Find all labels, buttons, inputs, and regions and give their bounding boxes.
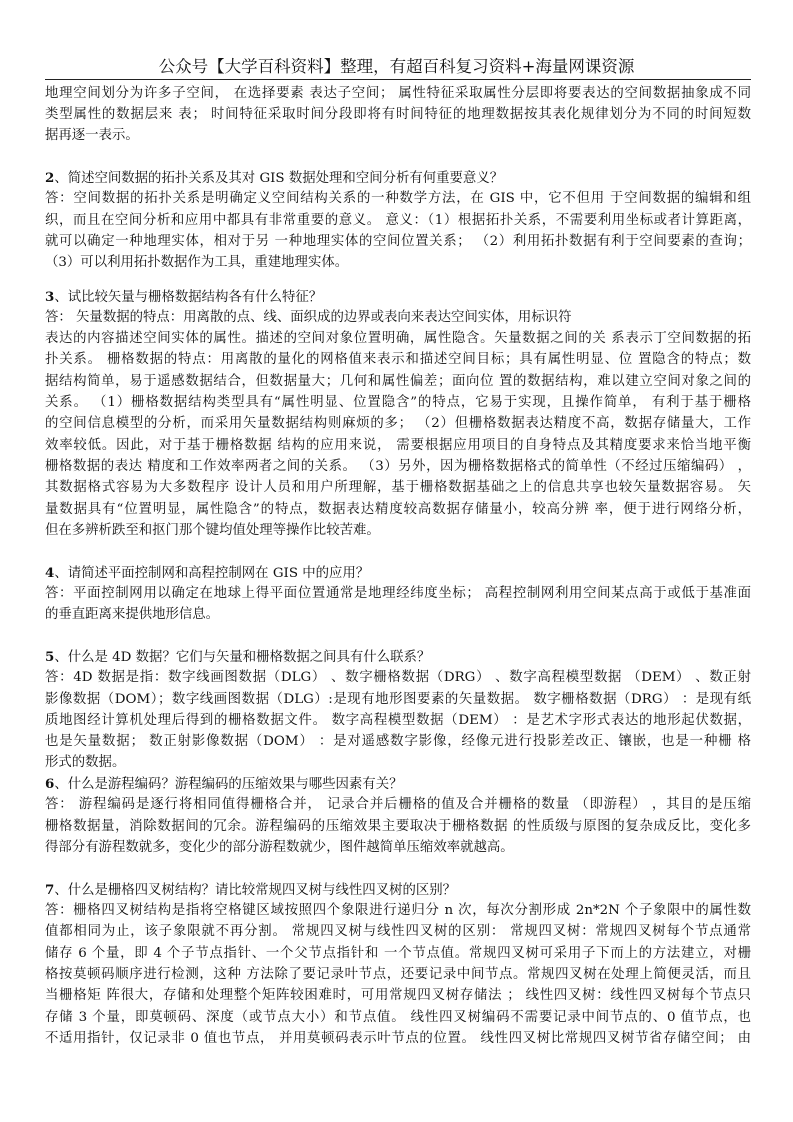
answer-line: 影像数据（DOM）；数字线画图数据（DLG）:是现有地形图要素的矢量数据。 数字栅格数据（DRG） ：是现有纸 [45,692,751,707]
question-title [45,880,751,900]
answer-line: 答：平面控制网用以确定在地球上得平面位置通常是地理经纬度坐标； 高程控制网利用空间某点高于或低于基准面 [45,586,751,601]
question-number: 3 [45,289,55,305]
answer-line: 存储 3 个量，即莫顿码、深度（或节点大小）和节点值。 线性四叉树编码不需要记录中间节点的、0 值节点，也 [45,1010,751,1025]
answer-line: 就可以确定一种地理实体，相对于另 一种地理实体的空间位置关系； （2）利用拓扑数据有利于空间要素的查询； [45,234,751,249]
answer-line: 的垂直距离来提供地形信息。 [45,607,220,622]
answer-line: 得部分有游程数就多，变化少的部分游程数就少，图件越简单压缩效率就越高。 [45,840,514,855]
question-number: 7 [45,882,55,898]
answer-line: 质地图经计算机处理后得到的栅格数据文件。 数字高程模型数据（DEM） ：是艺术字形式表达的地形起伏数据， [45,713,751,728]
question-number: 4 [45,565,55,581]
answer-line: 栅格数据量，消除数据间的冗余。游程编码的压缩效果主要取决于栅格数据 的性质级与原图的复杂成反比，变化多 [45,819,751,834]
question-title [45,774,751,794]
question-number: 5 [45,649,55,665]
answer-line: 效率较低。因此，对于基于栅格数据 结构的应用来说， 需要根据应用项目的自身特点及其精度要求来恰当地平衡 [45,438,751,453]
answer-line: 答：4D 数据是指：数字线画图数据（DLG） 、数字栅格数据（DRG） 、数字高程模型数据 （DEM） 、数正射 [45,670,751,685]
answer-line: 其数据格式容易为大多数程序 设计人员和用户所理解，基于栅格数据基础之上的信息共享也较矢量数据容易。 矢 [45,480,751,495]
answer-line: 据结构简单，易于遥感数据结合，但数据量大；几何和属性偏差；面向位 置的数据结构，难以建立空间对象之间的 [45,374,751,389]
answer-line: 但在多辨析跌至和抠门那个键均值处理等操作比较苦难。 [45,523,380,538]
answer-line: 储存 6 个量，即 4 个子节点指针、一个父节点指针和 一个节点值。常规四叉树可采用子下而上的方法建立，对栅 [45,946,751,961]
question-text: 、什么是 4D 数据？它们与矢量和栅格数据之间具有什么联系？ [54,650,431,665]
answer-line: 答：栅格四叉树结构是指将空格键区域按照四个象限进行递归分 n 次，每次分割形成 2n*2N 个子象限中的属性数 [45,903,751,918]
answer-line: 量数据具有“位置明显，属性隐含”的特点，数据表达精度较高数据存储量小，较高分辨 率，便于进行网络分析， [45,502,751,517]
answer-line: （3）可以利用拓扑数据作为工具，重建地理实体。 [45,255,349,270]
answer-line: 织，而且在空间分析和应用中都具有非常重要的意义。 意义：（1）根据拓扑关系，不需要利用坐标或者计算距离， [45,213,751,228]
question-title [45,647,751,667]
question-text: 、简述空间数据的拓扑关系及其对 GIS 数据处理和空间分析有何重要意义？ [54,171,504,186]
question-title [45,563,751,583]
paragraph-line: 据再逐一表示。 [45,128,139,143]
answer-line: 也是矢量数据； 数正射影像数据（DOM） ：是对遥感数字影像，经像元进行投影差改正、镶嵌，也是一种栅 格 [45,734,751,749]
question-number: 2 [45,170,55,186]
answer-line: 扑关系。 栅格数据的特点：用离散的量化的网格值来表示和描述空间目标；具有属性明显、位 置隐含的特点；数 [45,352,751,367]
answer-line: 栅格数据的表达 精度和工作效率两者之间的关系。 （3）另外，因为栅格数据格式的简单性（不经过压缩编码） ， [45,459,751,474]
question-text: 、什么是栅格四叉树结构？请比较常规四叉树与线性四叉树的区别？ [54,883,457,898]
question-title [45,287,751,307]
paragraph-line: 类型属性的数据层来 表； 时间特征采取时间分段即将有时间特征的地理数据按其表化规律划分为不同的时间短数 [45,107,751,122]
answer-line: 当栅格矩 阵很大，存储和处理整个矩阵较困难时，可用常规四叉树存储法 ； 线性四叉树：线性四叉树每个节点只 [45,988,751,1003]
header-divider [45,79,751,80]
answer-line: 的空间信息模型的分析，而采用矢量数据结构则麻烦的多； （2）但栅格数据表达精度不高，数据存储量大，工作 [45,416,751,431]
question-text: 、什么是游程编码？游程编码的压缩效果与哪些因素有关？ [54,777,403,792]
paragraph-line: 地理空间划分为许多子空间， 在选择要素 表达子空间； 属性特征采取属性分层即将要表达的空间数据抽象成不同 [45,86,751,101]
answer-line: 不适用指针，仅记录非 0 值也节点， 并用莫顿码表示叶节点的位置。 线性四叉树比常规四叉树节省存储空间； 由 [45,1031,751,1046]
question-text: 、试比较矢量与栅格数据结构各有什么特征？ [54,290,323,305]
page-header: 公众号【大学百科资料】整理，有超百科复习资料+海量网课资源 [158,57,635,76]
answer-line: 形式的数据。 [45,755,126,770]
question-number: 6 [45,776,55,792]
answer-line: 格按莫顿码顺序进行检测，这种 方法除了要记录叶节点，还要记录中间节点。常规四叉树在处理上简便灵活，而且 [45,967,751,982]
question-title [45,168,751,188]
answer-line: 答：空间数据的拓扑关系是明确定义空间结构关系的一种数学方法，在 GIS 中，它不但用 于空间数据的编辑和组 [45,191,751,206]
answer-line: 关系。 （1）栅格数据结构类型具有“属性明显、位置隐含”的特点，它易于实现，且操作简单， 有利于基于栅格 [45,395,751,410]
answer-line: 表达的内容描述空间实体的属性。描述的空间对象位置明确，属性隐含。矢量数据之间的关 系表示丁空间数据的拓 [45,331,751,346]
answer-line: 答： 矢量数据的特点：用离散的点、线、面织成的边界或表向来表达空间实体，用标识符 [45,310,572,325]
answer-line: 值都相同为止，该子象限就不再分割。 常规四叉树与线性四叉树的区别： 常规四叉树：常规四叉树每个节点通常 [45,924,751,939]
answer-line: 答： 游程编码是逐行将相同值得栅格合并， 记录合并后栅格的值及合并栅格的数量 （即游程） ，其目的是压缩 [45,797,751,812]
question-text: 、请简述平面控制网和高程控制网在 GIS 中的应用？ [54,566,370,581]
